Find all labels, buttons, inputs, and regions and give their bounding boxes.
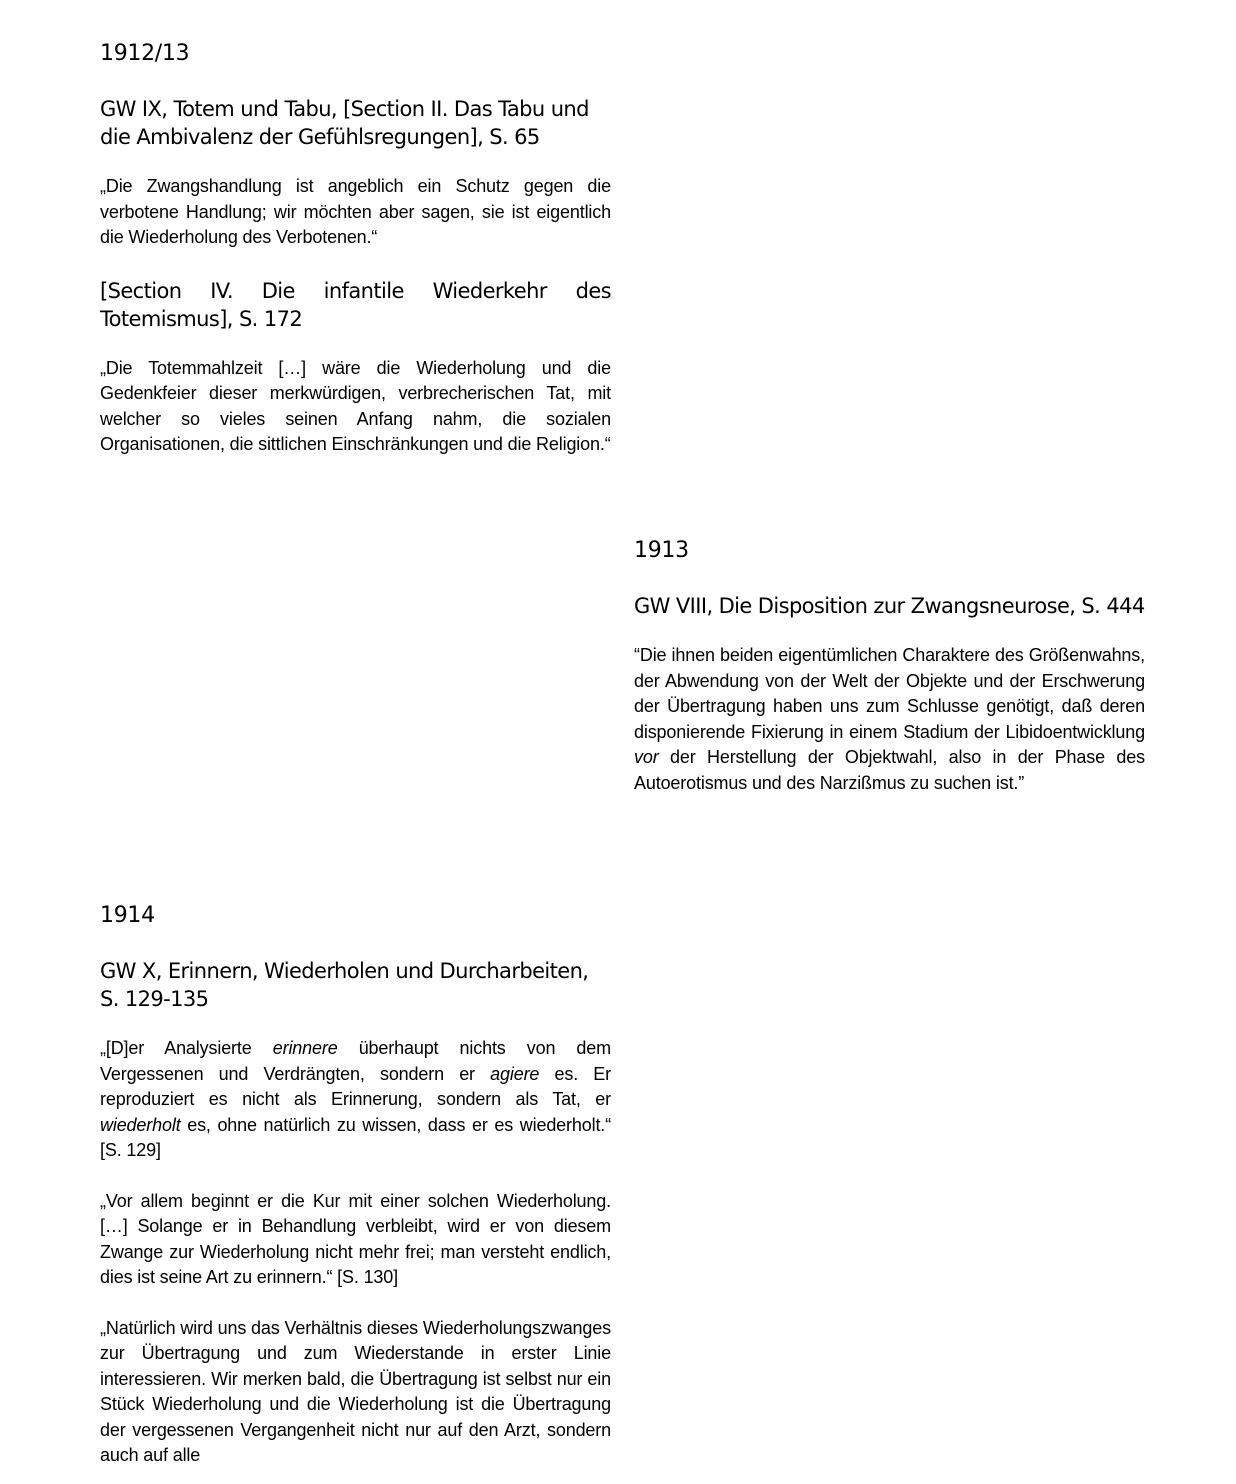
quote-text: “Die ihnen beiden eigentümlichen Charaktere des Größenwahns, der Abwendung von der Welt der Objekte und der Erschwerung der Übertragung haben uns zum Schlusse genötigt, daß deren disponierende Fixierung in einem Stadium der Libidoentwicklung: [634, 645, 1145, 742]
quote-emphasis: erinnere: [272, 1038, 338, 1058]
entry-subsection-heading: [Section IV. Die infantile Wiederkehr des Totemismus], S. 172: [100, 278, 611, 331]
entry-quote: „Die Zwangshandlung ist angeblich ein Schutz gegen die verbotene Handlung; wir möchten aber sagen, sie ist eigentlich die Wiederholung des Verbotenen.“: [100, 176, 611, 247]
quote-text: „[D]er Analysierte: [100, 1038, 273, 1058]
entry-quote: [634, 643, 1145, 796]
entry-year: 1914: [100, 903, 155, 928]
quote-text: es, ohne natürlich zu wissen, dass er es wiederholt.“ [S. 129]: [100, 1114, 611, 1160]
entry-quote: „Natürlich wird uns das Verhältnis dieses Wiederholungszwanges zur Übertragung und zum Wiederstande in erster Linie interessieren. Wir merken bald, die Übertragung ist selbst nur ein Stück Wiederholung und die Wiederholung ist die Übertragung der vergessenen Vergangenheit nicht nur auf den Arzt, sondern auch auf alle: [100, 1317, 611, 1465]
entry-1913: [634, 537, 1145, 796]
entry-year: 1912/13: [100, 41, 190, 66]
entry-1912-13: [100, 40, 611, 458]
entry-1914: [100, 902, 611, 1469]
quote-text: es. Er reproduziert es nicht als Erinnerung, sondern als Tat, er: [100, 1063, 611, 1109]
entry-quote: [100, 1036, 611, 1164]
entry-source-heading: GW X, Erinnern, Wiederholen und Durcharbeiten, S. 129-135: [100, 959, 589, 1011]
entry-subquote: „Die Totemmahlzeit […] wäre die Wiederholung und die Gedenkfeier dieser merkwürdigen, verbrecherischen Tat, mit welcher so vieles seinen Anfang nahm, die sozialen Organisationen, die sittlichen Einschränkungen und die Religion.“: [100, 357, 611, 454]
entry-source-heading: GW VIII, Die Disposition zur Zwangsneurose, S. 444: [634, 594, 1145, 618]
quote-emphasis: wiederholt: [100, 1114, 181, 1135]
quote-text: überhaupt nichts von dem Vergessenen und Verdrängten, sondern er: [100, 1038, 612, 1084]
quote-text: der Herstellung der Objektwahl, also in der Phase des Autoerotismus und des Narzißmus zu suchen ist.”: [634, 747, 1145, 793]
entry-quote: „Vor allem beginnt er die Kur mit einer solchen Wiederholung. […] Solange er in Behandlung verbleibt, wird er von diesem Zwange zur Wiederholung nicht mehr frei; man versteht endlich, dies ist seine Art zu erinnern.“ [S. 130]: [100, 1190, 611, 1287]
quote-emphasis: vor: [634, 747, 659, 767]
entry-source-heading: GW IX, Totem und Tabu, [Section II. Das Tabu und die Ambivalenz der Gefühlsregungen], S. 65: [100, 97, 589, 149]
quote-emphasis: agiere: [490, 1063, 540, 1084]
entry-year: 1913: [634, 538, 689, 563]
